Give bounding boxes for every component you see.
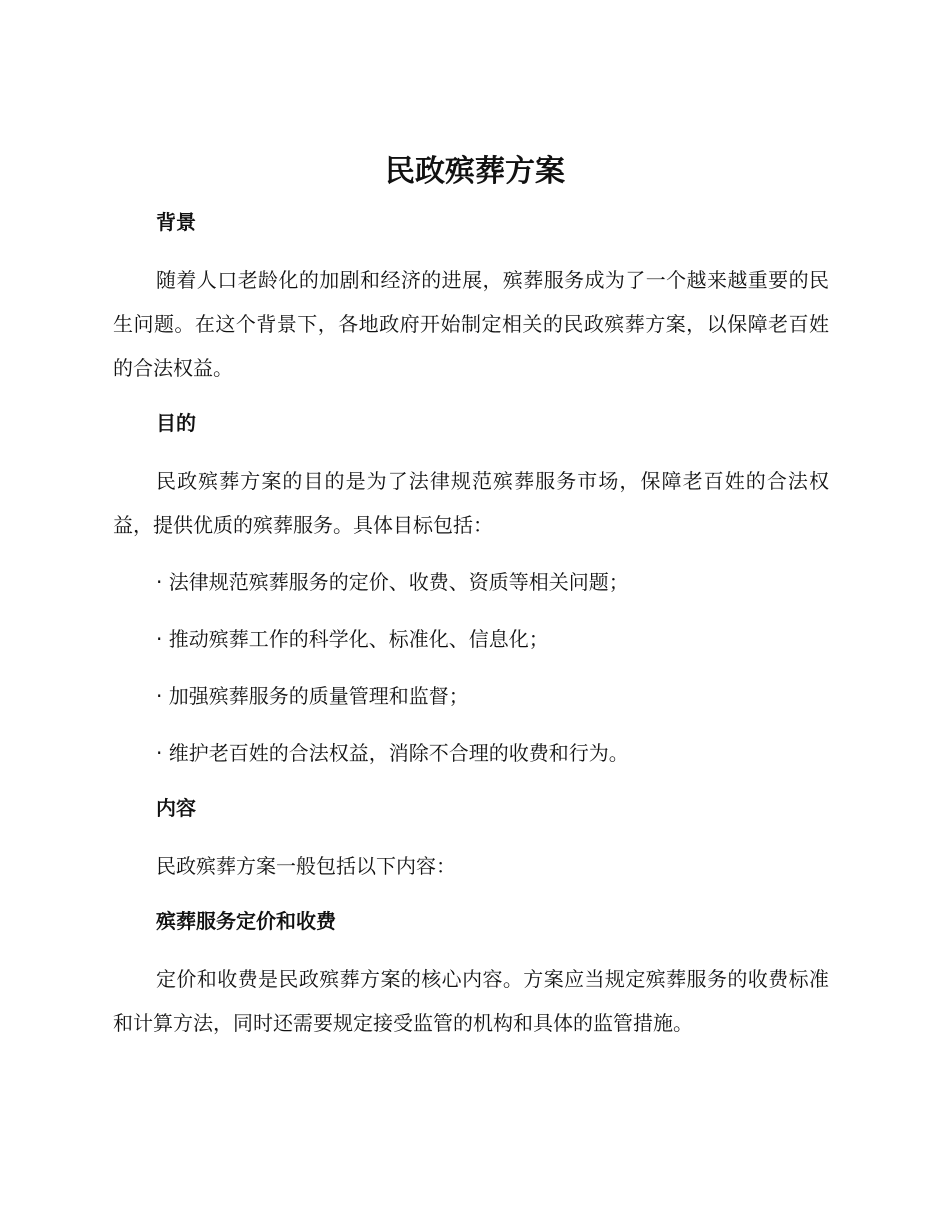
paragraph-pricing: 定价和收费是民政殡葬方案的核心内容。方案应当规定殡葬服务的收费标准和计算方法，同时还需要规定接受监管的机构和具体的监管措施。 (113, 967, 829, 1035)
paragraph-background: 随着人口老龄化的加剧和经济的进展，殡葬服务成为了一个越来越重要的民生问题。在这个背景下，各地政府开始制定相关的民政殡葬方案，以保障老百姓的合法权益。 (113, 268, 829, 380)
list-item: · 加强殡葬服务的质量管理和监督； (156, 684, 469, 708)
section-heading-purpose: 目的 (156, 411, 196, 435)
document-title: 民政殡葬方案 (385, 154, 565, 189)
paragraph-purpose: 民政殡葬方案的目的是为了法律规范殡葬服务市场，保障老百姓的合法权益，提供优质的殡葬服务。具体目标包括： (113, 469, 829, 537)
section-heading-pricing: 殡葬服务定价和收费 (156, 909, 336, 933)
list-item: · 维护老百姓的合法权益，消除不合理的收费和行为。 (156, 741, 629, 765)
document-body (113, 202, 829, 1058)
paragraph-content: 民政殡葬方案一般包括以下内容： (156, 854, 456, 878)
list-item: · 推动殡葬工作的科学化、标准化、信息化； (156, 627, 549, 651)
section-heading-content: 内容 (156, 796, 196, 820)
section-heading-background: 背景 (156, 210, 196, 234)
list-item: · 法律规范殡葬服务的定价、收费、资质等相关问题； (156, 570, 629, 594)
